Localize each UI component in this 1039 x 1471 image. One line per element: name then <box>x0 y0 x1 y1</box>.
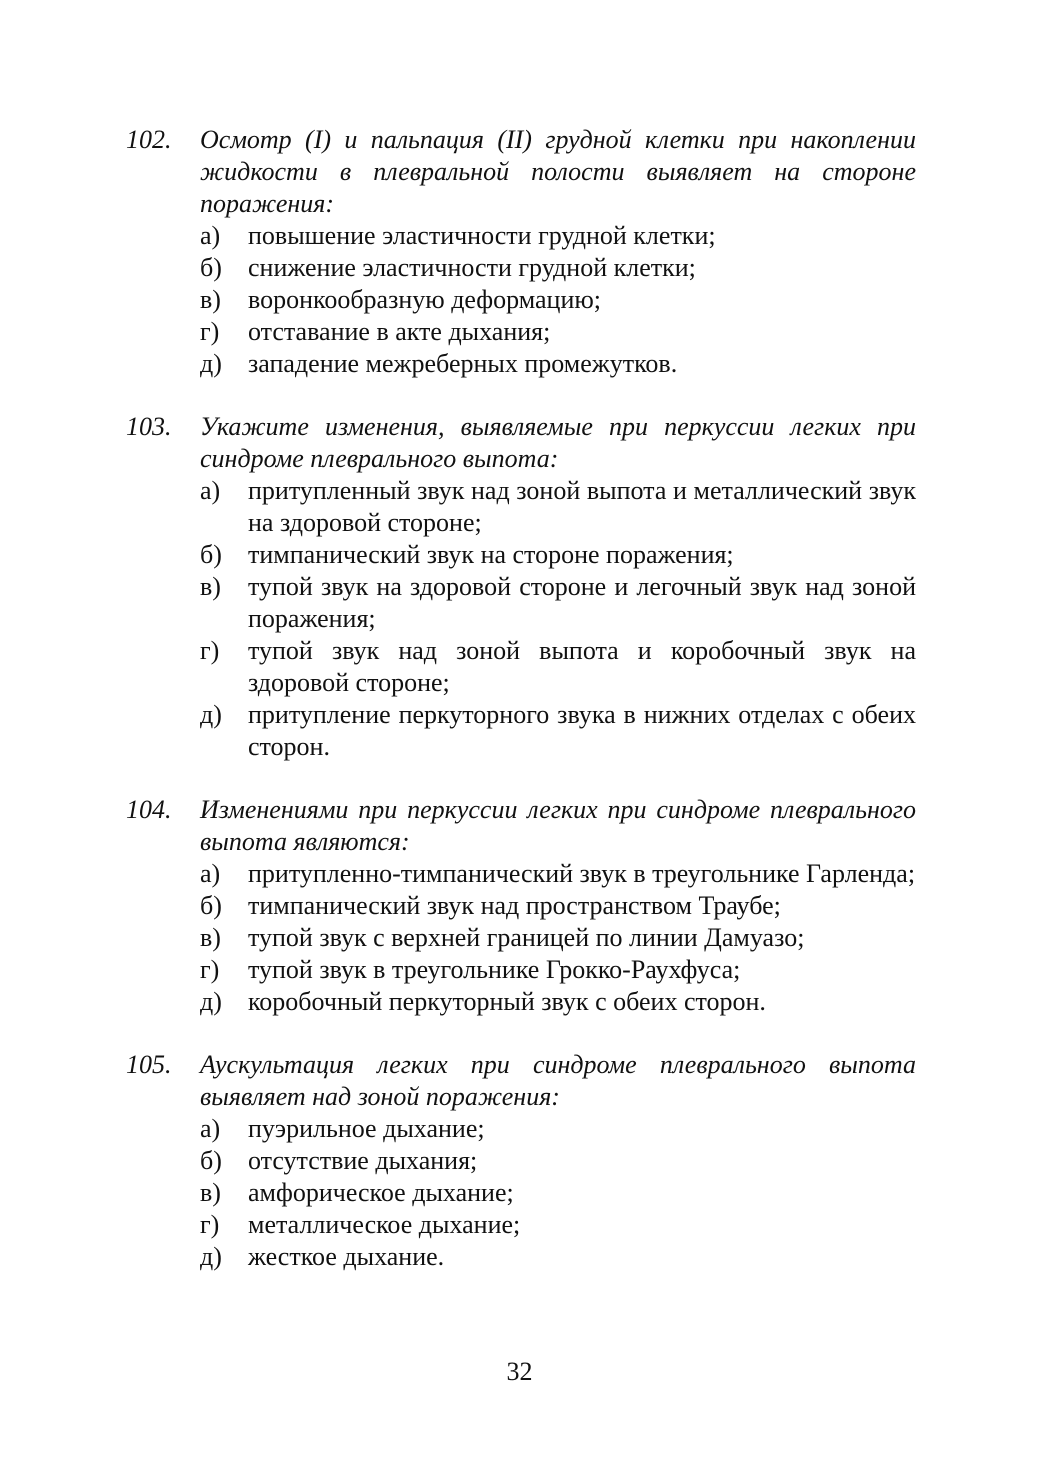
answer-option <box>200 571 916 635</box>
option-text: тупой звук над зоной выпота и коробочный звук на здоровой стороне; <box>248 636 916 697</box>
question-103 <box>126 411 916 763</box>
option-text: воронкообразную деформацию; <box>248 285 602 314</box>
question-text: Аускультация легких при синдроме плеврального выпота выявляет над зоной поражения: <box>200 1050 916 1111</box>
question-text: Осмотр (I) и пальпация (II) грудной клетки при накоплении жидкости в плевральной полости выявляет на стороне поражения: <box>200 125 916 218</box>
answer-option <box>200 986 916 1018</box>
answer-option <box>200 699 916 763</box>
answer-option <box>200 475 916 539</box>
answer-option <box>200 922 916 954</box>
option-text: тупой звук на здоровой стороне и легочный звук над зоной поражения; <box>248 572 916 633</box>
option-letter: в) <box>200 285 221 314</box>
answer-option <box>200 1209 916 1241</box>
option-text: отсутствие дыхания; <box>248 1146 478 1175</box>
answer-option <box>200 1145 916 1177</box>
option-letter: д) <box>200 1242 222 1271</box>
option-text: отставание в акте дыхания; <box>248 317 551 346</box>
option-text: повышение эластичности грудной клетки; <box>248 221 716 250</box>
option-text: притупление перкуторного звука в нижних отделах с обеих сторон. <box>248 700 916 761</box>
option-text: жесткое дыхание. <box>248 1242 445 1271</box>
option-letter: в) <box>200 572 221 601</box>
option-letter: а) <box>200 1114 221 1143</box>
page-number: 32 <box>506 1357 533 1386</box>
question-text: Изменениями при перкуссии легких при синдроме плеврального выпота являются: <box>200 795 916 856</box>
answer-option <box>200 635 916 699</box>
answer-option <box>200 348 916 380</box>
option-letter: а) <box>200 476 221 505</box>
answer-option <box>200 252 916 284</box>
option-text: коробочный перкуторный звук с обеих сторон. <box>248 987 766 1016</box>
question-text: Укажите изменения, выявляемые при перкуссии легких при синдроме плеврального выпота: <box>200 412 916 473</box>
option-text: западение межреберных промежутков. <box>248 349 678 378</box>
answer-option <box>200 539 916 571</box>
option-letter: а) <box>200 221 221 250</box>
question-number: 102. <box>126 125 172 154</box>
option-letter: б) <box>200 540 222 569</box>
answer-options <box>200 475 916 763</box>
question-header <box>126 411 916 475</box>
answer-option <box>200 1113 916 1145</box>
option-text: снижение эластичности грудной клетки; <box>248 253 696 282</box>
option-text: амфорическое дыхание; <box>248 1178 514 1207</box>
option-letter: б) <box>200 1146 222 1175</box>
question-105 <box>126 1049 916 1273</box>
option-text: притупленный звук над зоной выпота и металлический звук на здоровой стороне; <box>248 476 916 537</box>
option-letter: в) <box>200 923 221 952</box>
option-letter: д) <box>200 349 222 378</box>
option-text: металлическое дыхание; <box>248 1210 521 1239</box>
answer-option <box>200 316 916 348</box>
option-letter: б) <box>200 891 222 920</box>
answer-option <box>200 1177 916 1209</box>
option-letter: д) <box>200 987 222 1016</box>
option-text: тупой звук в треугольнике Грокко-Раухфуса; <box>248 955 741 984</box>
option-letter: г) <box>200 955 220 984</box>
page-content <box>126 124 916 1304</box>
answer-option <box>200 220 916 252</box>
option-letter: г) <box>200 317 220 346</box>
option-text: притупленно-тимпанический звук в треугольнике Гарленда; <box>248 859 916 888</box>
option-text: тимпанический звук над пространством Траубе; <box>248 891 781 920</box>
answer-option <box>200 858 916 890</box>
option-letter: в) <box>200 1178 221 1207</box>
option-letter: г) <box>200 1210 220 1239</box>
question-header <box>126 794 916 858</box>
option-letter: г) <box>200 636 220 665</box>
answer-options <box>200 1113 916 1273</box>
option-letter: д) <box>200 700 222 729</box>
answer-option <box>200 1241 916 1273</box>
answer-options <box>200 858 916 1018</box>
option-text: тимпанический звук на стороне поражения; <box>248 540 734 569</box>
question-header <box>126 1049 916 1113</box>
answer-option <box>200 954 916 986</box>
option-letter: а) <box>200 859 221 888</box>
answer-options <box>200 220 916 380</box>
question-102 <box>126 124 916 380</box>
question-header <box>126 124 916 220</box>
question-number: 105. <box>126 1050 172 1079</box>
question-number: 103. <box>126 412 172 441</box>
option-letter: б) <box>200 253 222 282</box>
question-number: 104. <box>126 795 172 824</box>
option-text: пуэрильное дыхание; <box>248 1114 485 1143</box>
question-104 <box>126 794 916 1018</box>
option-text: тупой звук с верхней границей по линии Дамуазо; <box>248 923 805 952</box>
answer-option <box>200 890 916 922</box>
answer-option <box>200 284 916 316</box>
